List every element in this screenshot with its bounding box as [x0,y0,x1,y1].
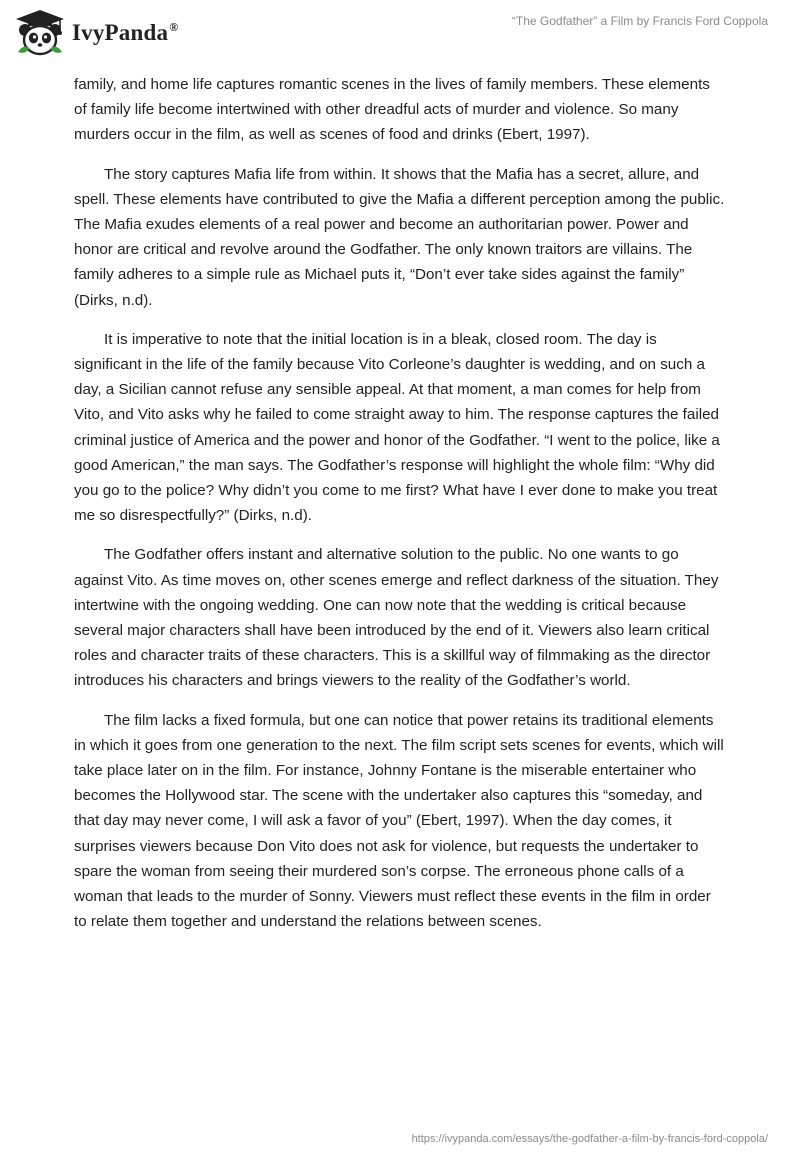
panda-graduate-icon [14,8,66,58]
source-url[interactable]: https://ivypanda.com/essays/the-godfather-a-film-by-francis-ford-coppola/ [411,1133,768,1145]
essay-body [74,72,726,949]
paragraph-4: The Godfather offers instant and alternative solution to the public. No one wants to go against Vito. As time moves on, other scenes emerge and reflect darkness of the situation. They intertwine with the ongoing wedding. One can now note that the wedding is critical because several major characters shall have been introduced by the end of it. Viewers also learn critical roles and character traits of these characters. This is a skillful way of filmmaking as the director introduces his characters and brings viewers to the reality of the Godfather’s world. [74,546,719,690]
brand-name: IvyPanda® [72,20,179,45]
paragraph-2: The story captures Mafia life from within. It shows that the Mafia has a secret, allure, and spell. These elements have contributed to give the Mafia a different perception among the public. The Mafia exudes elements of a real power and become an authoritarian power. Power and honor are critical and revolve around the Godfather. The only known traitors are villains. The family adheres to a simple rule as Michael puts it, “Don’t ever take sides against the family” (Dirks, n.d). [74,165,725,309]
brand-logo[interactable] [14,8,178,58]
paragraph-5: The film lacks a fixed formula, but one can notice that power retains its traditional elements in which it goes from one generation to the next. The film script sets scenes for events, which will take place later on in the film. For instance, Johnny Fontane is the miserable entertainer who becomes the Hollywood star. The scene with the undertaker also captures this “someday, and that day may never come, I will ask a favor of you” (Ebert, 1997). When the day comes, it surprises viewers because Don Vito does not ask for violence, but requests the undertaker to spare the woman from seeing their murdered son’s corpse. The erroneous phone calls of a woman that leads to the murder of Sonny. Viewers must reflect these events in the film in order to relate them together and understand the relations between scenes. [74,711,724,931]
registered-mark: ® [169,20,179,35]
page-header [0,0,800,64]
paragraph-3: It is imperative to note that the initial location is in a bleak, closed room. The day is significant in the life of the family because Vito Corleone’s daughter is wedding, and on such a day, a Sicilian cannot refuse any sensible appeal. At that moment, a man comes for help from Vito, and Vito asks why he failed to come straight away to him. The response captures the failed criminal justice of America and the power and honor of the Godfather. “I went to the police, like a good American,” the man says. The Godfather’s response will highlight the whole film: “Why did you go to the police? Why didn’t you come to me first? What have I ever done to make you treat me so disrespectfully?” (Dirks, n.d). [74,330,720,525]
document-title: “The Godfather” a Film by Francis Ford Coppola [511,14,768,28]
paragraph-1: family, and home life captures romantic scenes in the lives of family members. These elements of family life become intertwined with other dreadful acts of murder and violence. So many murders occur in the film, as well as scenes of food and drinks (Ebert, 1997). [74,76,710,144]
